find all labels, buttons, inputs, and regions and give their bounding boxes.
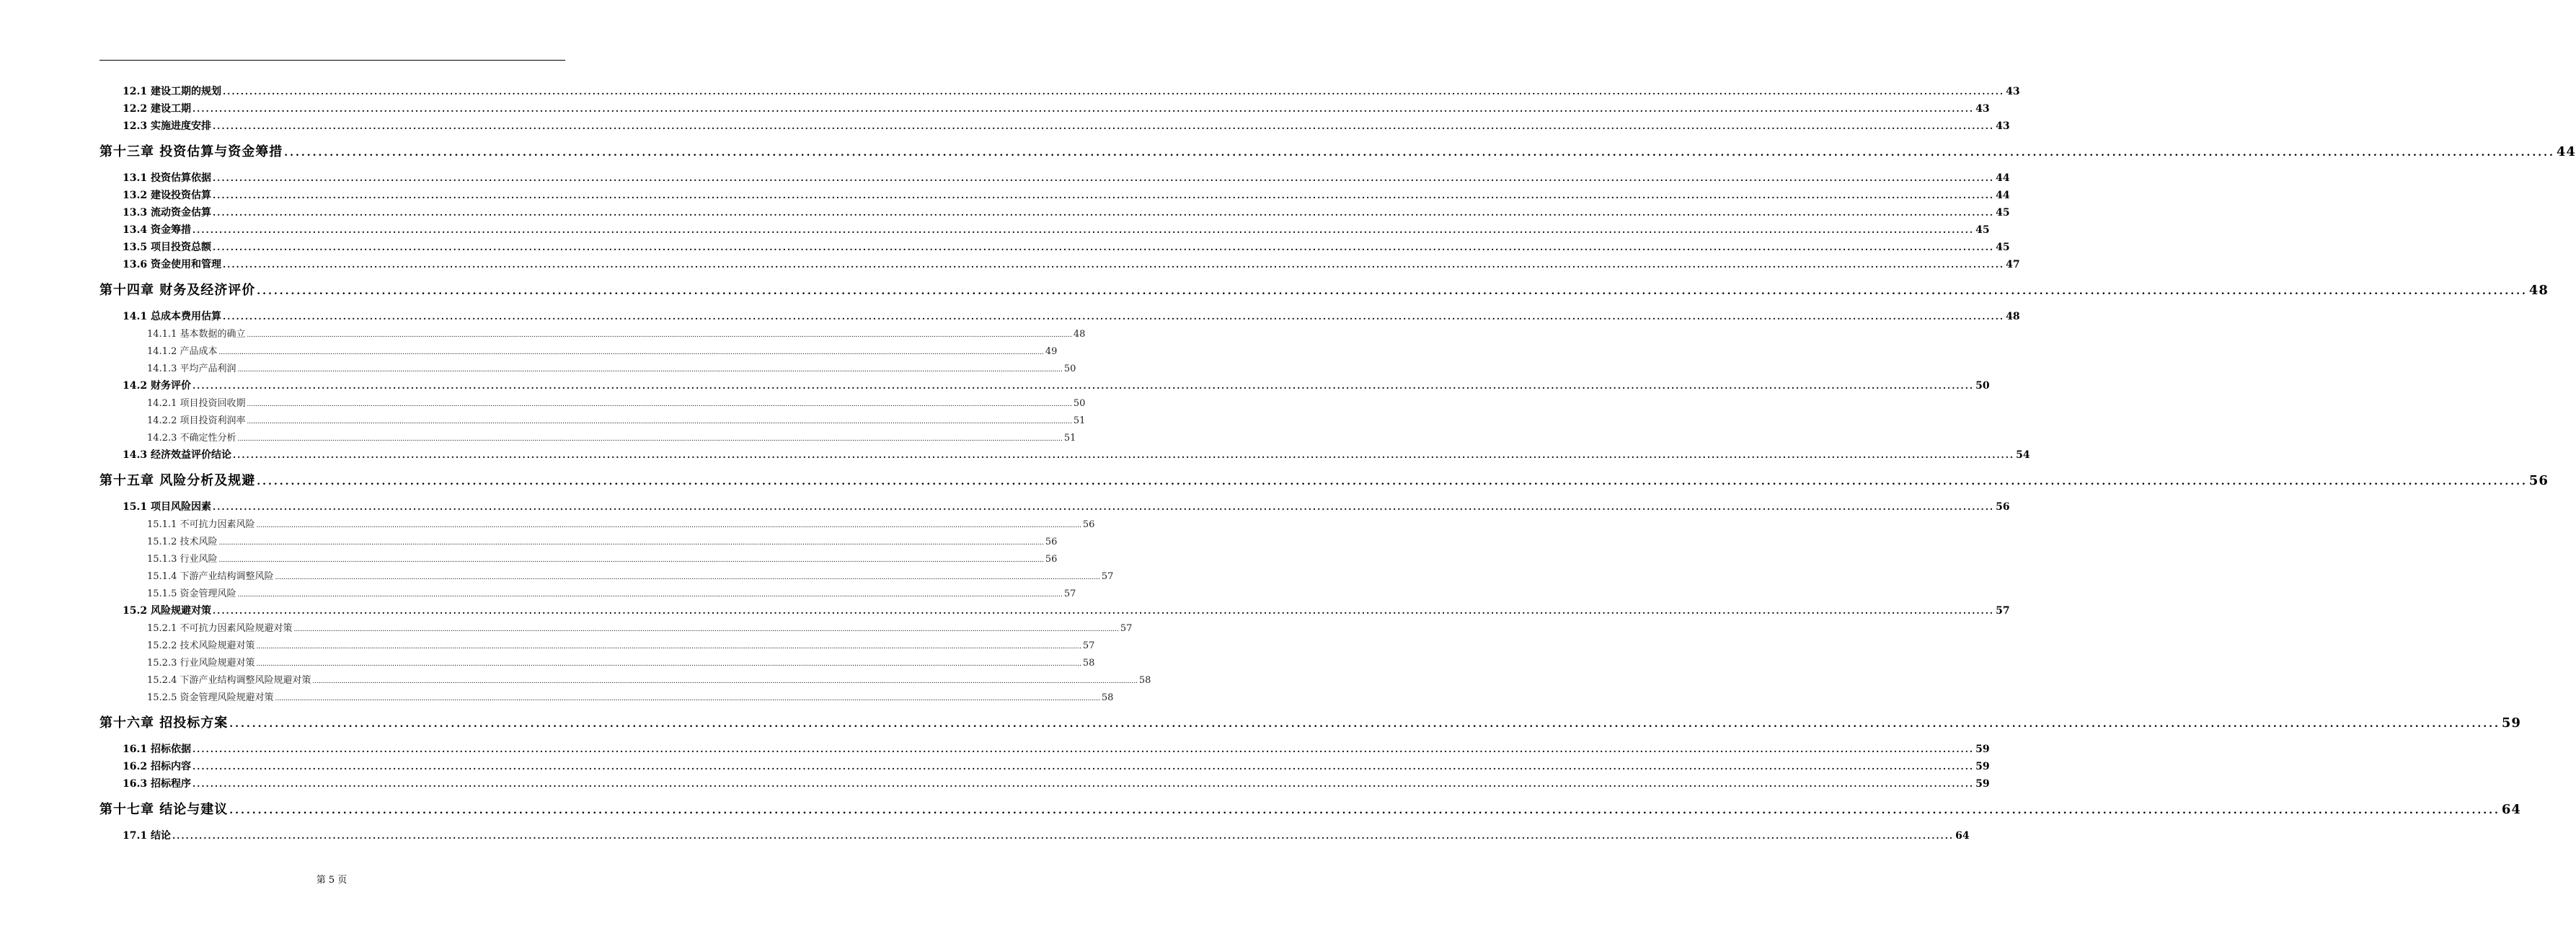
dot-leader: ................................................................................................................................................................................................................................................................................................................................................................................................................ — [256, 522, 1081, 529]
toc-entry-title: 12.1 建设工期的规划 — [123, 86, 221, 97]
toc-subsection-entry[interactable] — [147, 638, 1095, 652]
toc-subsection-entry[interactable] — [147, 361, 1076, 375]
toc-entry-title: 13.4 资金筹措 — [123, 224, 191, 236]
toc-entry-title: 16.1 招标依据 — [123, 744, 191, 755]
toc-entry-page-number: 45 — [1996, 242, 2010, 253]
toc-entry-page-number: 58 — [1082, 658, 1095, 669]
toc-section-entry[interactable] — [123, 447, 2030, 462]
toc-entry-title: 12.2 建设工期 — [123, 103, 191, 115]
toc-entry-title: 17.1 结论 — [123, 830, 171, 842]
toc-entry-page-number: 43 — [1975, 103, 1990, 115]
dot-leader: ................................................................................................................................................................................................................................................................................................................................................................................................................ — [247, 332, 1072, 339]
dot-leader: ................................................................................................................................................................................................................................................................................................................................................................................................................ — [192, 381, 1975, 391]
dot-leader: ................................................................................................................................................................................................................................................................................................................................................................................................................ — [212, 173, 1995, 183]
toc-subsection-entry[interactable] — [147, 586, 1076, 600]
toc-subsection-entry[interactable] — [147, 326, 1086, 340]
toc-subsection-entry[interactable] — [147, 551, 1058, 565]
toc-subsection-entry[interactable] — [147, 343, 1058, 358]
toc-entry-title: 14.2 财务评价 — [123, 380, 191, 392]
dot-leader: ................................................................................................................................................................................................................................................................................................................................................................................................................ — [212, 190, 1995, 200]
toc-chapter-entry[interactable] — [99, 280, 2549, 299]
toc-entry-title: 15.2.4 下游产业结构调整风险规避对策 — [147, 675, 311, 686]
toc-entry-title: 14.3 经济效益评价结论 — [123, 449, 231, 461]
toc-entry-title: 13.1 投资估算依据 — [123, 172, 211, 184]
toc-entry-title: 15.2.1 不可抗力因素风险规避对策 — [147, 623, 293, 634]
dot-leader: ................................................................................................................................................................................................................................................................................................................................................................................................................ — [192, 104, 1975, 114]
toc-subsection-entry[interactable] — [147, 672, 1151, 687]
toc-entry-page-number: 64 — [1955, 830, 1970, 842]
toc-entry-title: 13.2 建设投资估算 — [123, 190, 211, 201]
dot-leader: ................................................................................................................................................................................................................................................................................................................................................................................................................ — [232, 450, 2015, 460]
dot-leader: ................................................................................................................................................................................................................................................................................................................................................................................................................ — [237, 436, 1063, 443]
dot-leader: ................................................................................................................................................................................................................................................................................................................................................................................................................ — [222, 312, 2005, 322]
toc-subsection-entry[interactable] — [147, 395, 1086, 410]
toc-entry-page-number: 57 — [1996, 605, 2010, 617]
dot-leader: ................................................................................................................................................................................................................................................................................................................................................................................................................ — [218, 557, 1044, 564]
toc-entry-page-number: 44 — [1996, 190, 2010, 201]
dot-leader: ................................................................................................................................................................................................................................................................................................................................................................................................................ — [212, 121, 1995, 131]
dot-leader: ................................................................................................................................................................................................................................................................................................................................................................................................................ — [275, 574, 1100, 581]
dot-leader: ................................................................................................................................................................................................................................................................................................................................................................................................................ — [247, 418, 1072, 426]
dot-leader: ................................................................................................................................................................................................................................................................................................................................................................................................................ — [212, 606, 1995, 616]
toc-section-entry[interactable] — [123, 499, 2010, 513]
page-number-footer: 第 5 页 — [316, 875, 348, 886]
dot-leader: ................................................................................................................................................................................................................................................................................................................................................................................................................ — [229, 718, 2500, 730]
toc-entry-title: 第十六章 招投标方案 — [99, 715, 229, 731]
toc-entry-page-number: 56 — [1082, 519, 1095, 530]
toc-subsection-entry[interactable] — [147, 620, 1133, 635]
toc-chapter-entry[interactable] — [99, 470, 2549, 489]
toc-subsection-entry[interactable] — [147, 430, 1076, 444]
dot-leader: ................................................................................................................................................................................................................................................................................................................................................................................................................ — [257, 476, 2528, 488]
dot-leader: ................................................................................................................................................................................................................................................................................................................................................................................................................ — [237, 366, 1063, 374]
dot-leader: ................................................................................................................................................................................................................................................................................................................................................................................................................ — [284, 147, 2555, 159]
toc-entry-title: 12.3 实施进度安排 — [123, 120, 211, 132]
toc-entry-title: 14.2.1 项目投资回收期 — [147, 398, 246, 409]
toc-entry-title: 第十三章 投资估算与资金筹措 — [99, 144, 283, 159]
dot-leader: ................................................................................................................................................................................................................................................................................................................................................................................................................ — [229, 805, 2500, 816]
toc-entry-page-number: 57 — [1082, 640, 1095, 651]
toc-entry-page-number: 51 — [1063, 433, 1076, 444]
toc-entry-page-number: 56 — [2528, 473, 2549, 488]
toc-entry-title: 14.1.1 基本数据的确立 — [147, 329, 246, 340]
dot-leader: ................................................................................................................................................................................................................................................................................................................................................................................................................ — [312, 678, 1138, 685]
toc-section-entry[interactable] — [123, 828, 1970, 842]
toc-subsection-entry[interactable] — [147, 516, 1095, 531]
toc-section-entry[interactable] — [123, 118, 2010, 133]
dot-leader: ................................................................................................................................................................................................................................................................................................................................................................................................................ — [212, 502, 1995, 512]
toc-section-entry[interactable] — [123, 84, 2020, 98]
toc-entry-title: 13.3 流动资金估算 — [123, 207, 211, 219]
toc-subsection-entry[interactable] — [147, 413, 1086, 427]
dot-leader: ................................................................................................................................................................................................................................................................................................................................................................................................................ — [192, 225, 1975, 235]
toc-entry-page-number: 54 — [2016, 449, 2030, 461]
toc-section-entry[interactable] — [123, 222, 1990, 237]
toc-entry-page-number: 59 — [1975, 778, 1990, 790]
toc-entry-page-number: 56 — [1045, 554, 1058, 565]
toc-subsection-entry[interactable] — [147, 534, 1058, 548]
toc-section-entry[interactable] — [123, 205, 2010, 219]
dot-leader: ................................................................................................................................................................................................................................................................................................................................................................................................................ — [218, 349, 1044, 356]
toc-entry-page-number: 50 — [1063, 363, 1076, 374]
toc-section-entry[interactable] — [123, 239, 2010, 254]
dot-leader: ................................................................................................................................................................................................................................................................................................................................................................................................................ — [218, 539, 1044, 547]
toc-entry-title: 15.2.5 资金管理风险规避对策 — [147, 692, 274, 703]
toc-entry-title: 16.2 招标内容 — [123, 761, 191, 772]
toc-entry-page-number: 43 — [2006, 86, 2020, 97]
toc-subsection-entry[interactable] — [147, 655, 1095, 669]
toc-chapter-entry[interactable] — [99, 713, 2521, 731]
toc-entry-page-number: 48 — [2528, 283, 2549, 298]
toc-entry-page-number: 64 — [2501, 802, 2521, 817]
toc-entry-page-number: 59 — [1975, 761, 1990, 772]
dot-leader: ................................................................................................................................................................................................................................................................................................................................................................................................................ — [275, 695, 1100, 702]
toc-section-entry[interactable] — [123, 759, 1990, 773]
dot-leader: ................................................................................................................................................................................................................................................................................................................................................................................................................ — [247, 401, 1072, 408]
dot-leader: ................................................................................................................................................................................................................................................................................................................................................................................................................ — [256, 661, 1081, 668]
toc-entry-page-number: 58 — [1101, 692, 1114, 703]
toc-entry-title: 15.2 风险规避对策 — [123, 605, 211, 617]
toc-section-entry[interactable] — [123, 188, 2010, 202]
toc-section-entry[interactable] — [123, 257, 2020, 271]
toc-entry-title: 13.5 项目投资总额 — [123, 242, 211, 253]
dot-leader: ................................................................................................................................................................................................................................................................................................................................................................................................................ — [293, 626, 1119, 633]
toc-section-entry[interactable] — [123, 603, 2010, 617]
toc-entry-page-number: 45 — [1996, 207, 2010, 219]
toc-entry-title: 15.1.2 技术风险 — [147, 537, 218, 547]
toc-entry-page-number: 56 — [1045, 537, 1058, 547]
toc-entry-title: 15.1.3 行业风险 — [147, 554, 218, 565]
toc-subsection-entry[interactable] — [147, 689, 1114, 704]
toc-entry-title: 15.1.5 资金管理风险 — [147, 588, 236, 599]
toc-entry-page-number: 44 — [1996, 172, 2010, 184]
dot-leader: ................................................................................................................................................................................................................................................................................................................................................................................................................ — [257, 286, 2528, 297]
toc-entry-page-number: 49 — [1045, 346, 1058, 357]
toc-entry-title: 第十五章 风险分析及规避 — [99, 473, 256, 488]
toc-entry-page-number: 45 — [1975, 224, 1990, 236]
toc-section-entry[interactable] — [123, 309, 2020, 323]
toc-entry-title: 15.1 项目风险因素 — [123, 501, 211, 513]
dot-leader: ................................................................................................................................................................................................................................................................................................................................................................................................................ — [192, 779, 1975, 789]
dot-leader: ................................................................................................................................................................................................................................................................................................................................................................................................................ — [192, 744, 1975, 754]
toc-entry-title: 16.3 招标程序 — [123, 778, 191, 790]
toc-chapter-entry[interactable] — [99, 799, 2521, 818]
toc-entry-page-number: 57 — [1063, 588, 1076, 599]
toc-entry-title: 14.2.3 不确定性分析 — [147, 433, 236, 444]
toc-section-entry[interactable] — [123, 170, 2010, 185]
toc-entry-page-number: 44 — [2556, 144, 2576, 159]
toc-chapter-entry[interactable] — [99, 141, 2576, 160]
toc-section-entry[interactable] — [123, 378, 1990, 392]
toc-entry-page-number: 43 — [1996, 120, 2010, 132]
toc-subsection-entry[interactable] — [147, 568, 1114, 583]
toc-entry-title: 13.6 资金使用和管理 — [123, 259, 221, 270]
toc-section-entry[interactable] — [123, 776, 1990, 790]
toc-entry-page-number: 56 — [1996, 501, 2010, 513]
toc-section-entry[interactable] — [123, 741, 1990, 756]
toc-entry-title: 14.2.2 项目投资利润率 — [147, 415, 246, 426]
toc-entry-title: 14.1 总成本费用估算 — [123, 311, 221, 322]
toc-entry-page-number: 48 — [1073, 329, 1086, 340]
toc-section-entry[interactable] — [123, 101, 1990, 115]
toc-entry-page-number: 48 — [2006, 311, 2020, 322]
toc-entry-title: 15.2.3 行业风险规避对策 — [147, 658, 255, 669]
dot-leader: ................................................................................................................................................................................................................................................................................................................................................................................................................ — [237, 591, 1063, 599]
toc-entry-page-number: 50 — [1073, 398, 1086, 409]
dot-leader: ................................................................................................................................................................................................................................................................................................................................................................................................................ — [212, 208, 1995, 218]
toc-entry-page-number: 59 — [1975, 744, 1990, 755]
toc-entry-page-number: 47 — [2006, 259, 2020, 270]
toc-entry-title: 14.1.3 平均产品利润 — [147, 363, 236, 374]
dot-leader: ................................................................................................................................................................................................................................................................................................................................................................................................................ — [212, 242, 1995, 252]
toc-entry-title: 14.1.2 产品成本 — [147, 346, 218, 357]
dot-leader: ................................................................................................................................................................................................................................................................................................................................................................................................................ — [256, 643, 1081, 651]
toc-entry-title: 15.1.1 不可抗力因素风险 — [147, 519, 255, 530]
toc-entry-page-number: 58 — [1138, 675, 1151, 686]
dot-leader: ................................................................................................................................................................................................................................................................................................................................................................................................................ — [192, 762, 1975, 772]
dot-leader: ................................................................................................................................................................................................................................................................................................................................................................................................................ — [222, 260, 2005, 270]
toc-entry-title: 第十四章 财务及经济评价 — [99, 283, 256, 298]
toc-entry-page-number: 50 — [1975, 380, 1990, 392]
toc-entry-title: 第十七章 结论与建议 — [99, 802, 229, 817]
toc-entry-page-number: 51 — [1073, 415, 1086, 426]
toc-entry-page-number: 57 — [1120, 623, 1133, 634]
toc-entry-title: 15.1.4 下游产业结构调整风险 — [147, 571, 274, 582]
toc-entry-page-number: 59 — [2501, 715, 2521, 731]
toc-entry-page-number: 57 — [1101, 571, 1114, 582]
toc-entry-title: 15.2.2 技术风险规避对策 — [147, 640, 255, 651]
dot-leader: ................................................................................................................................................................................................................................................................................................................................................................................................................ — [222, 87, 2005, 97]
dot-leader: ................................................................................................................................................................................................................................................................................................................................................................................................................ — [172, 831, 1955, 841]
